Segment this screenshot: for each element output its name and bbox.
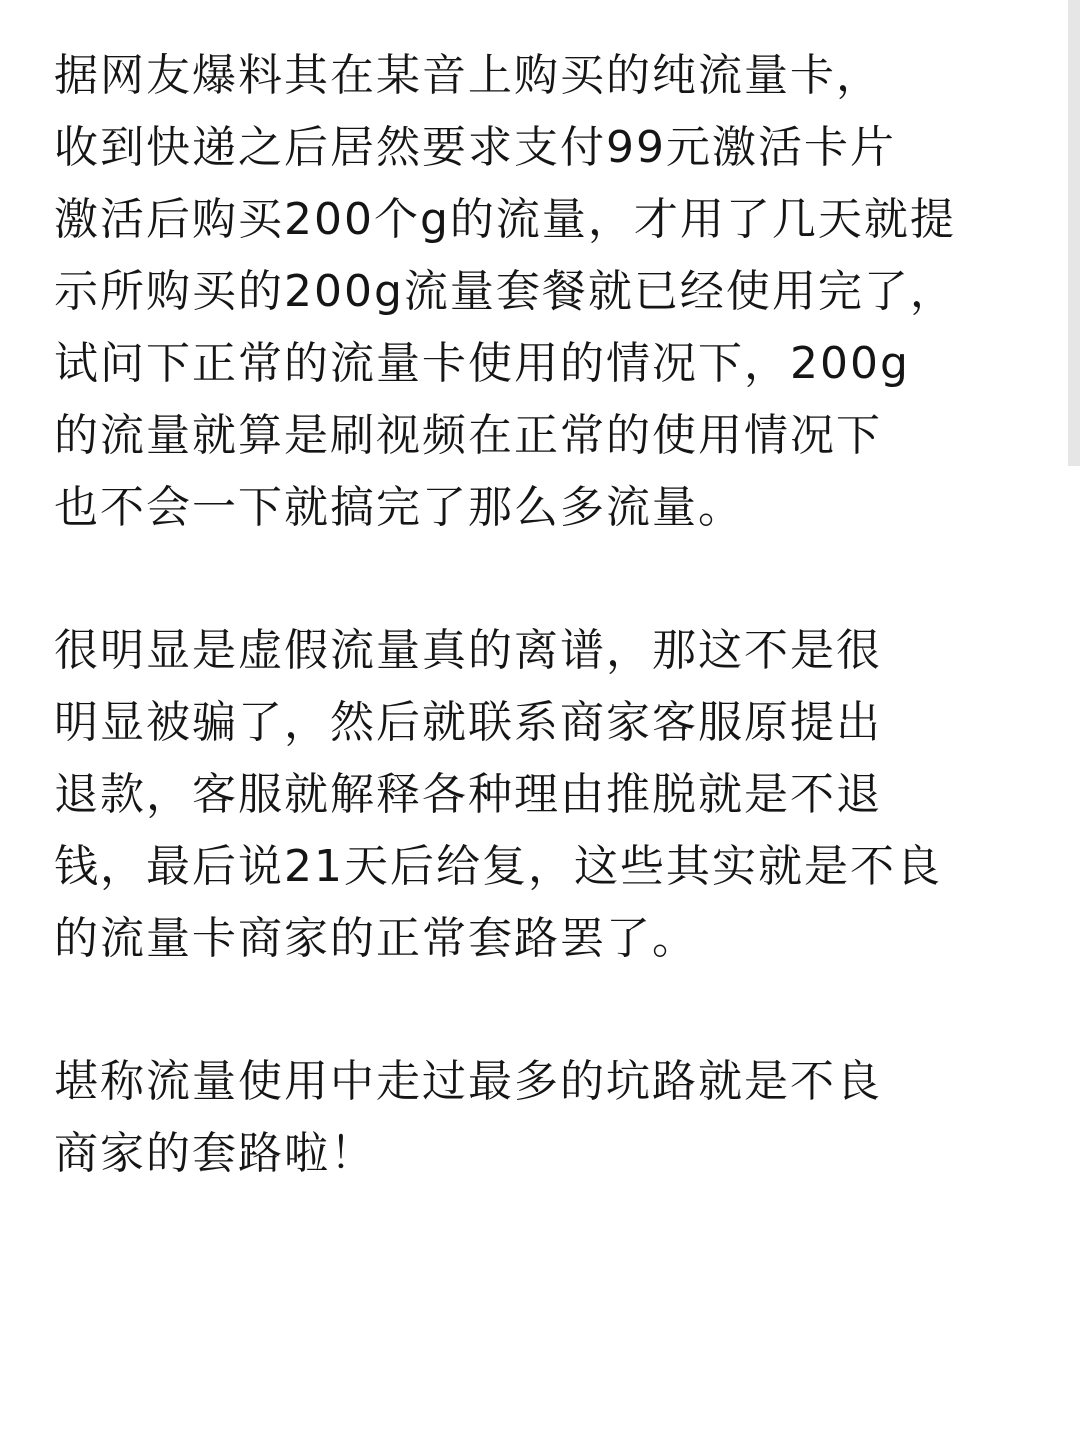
- text-line: 的流量卡商家的正常套路罢了。: [54, 913, 698, 964]
- text-line: 商家的套路啦！: [54, 1128, 376, 1179]
- paragraph-2: [54, 615, 1034, 975]
- text-line: 退款，客服就解释各种理由推脱就是不退: [54, 769, 882, 820]
- article-body: [54, 40, 1034, 1190]
- paragraph-1: [54, 40, 1034, 544]
- text-line: 堪称流量使用中走过最多的坑路就是不良: [54, 1056, 882, 1107]
- text-line: 明显被骗了，然后就联系商家客服原提出: [54, 697, 882, 748]
- text-line: 收到快递之后居然要求支付99元激活卡片: [54, 122, 896, 173]
- paragraph-spacer: [54, 544, 1034, 615]
- text-line: 示所购买的200g流量套餐就已经使用完了，: [54, 266, 956, 317]
- text-line: 也不会一下就搞完了那么多流量。: [54, 482, 744, 533]
- text-line: 试问下正常的流量卡使用的情况下，200g: [54, 338, 910, 389]
- paragraph-3: [54, 1046, 1034, 1190]
- text-line: 的流量就算是刷视频在正常的使用情况下: [54, 410, 882, 461]
- text-line: 据网友爆料其在某音上购买的纯流量卡，: [54, 50, 882, 101]
- text-line: 钱，最后说21天后给复，这些其实就是不良: [54, 841, 942, 892]
- text-line: 激活后购买200个g的流量，才用了几天就提: [54, 194, 956, 245]
- scrollbar[interactable]: [1068, 0, 1080, 466]
- text-line: 很明显是虚假流量真的离谱，那这不是很: [54, 625, 882, 676]
- paragraph-spacer: [54, 975, 1034, 1046]
